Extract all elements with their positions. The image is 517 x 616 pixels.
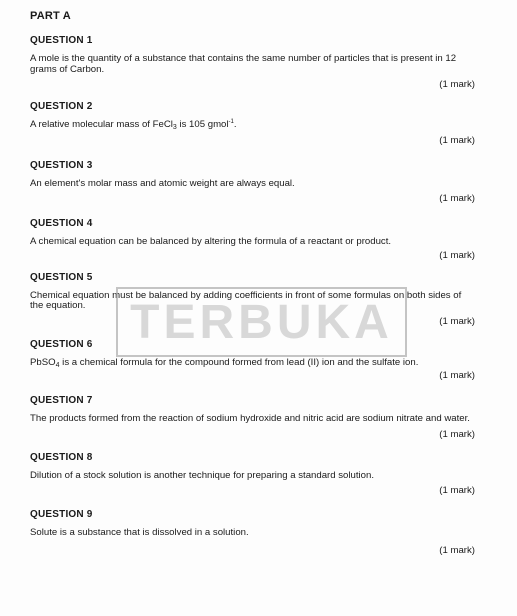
text-part: PbSO <box>30 356 56 368</box>
question-mark: (1 mark) <box>439 79 475 90</box>
subscript: 3 <box>172 124 177 131</box>
question-text: Dilution of a stock solution is another technique for preparing a standard solution. <box>30 469 374 481</box>
part-title: PART A <box>30 10 71 22</box>
question-6 <box>30 339 475 382</box>
question-9 <box>30 509 475 556</box>
question-7 <box>30 395 475 440</box>
watermark-text: TERBUKA <box>130 295 393 349</box>
question-text <box>30 120 475 131</box>
question-heading: QUESTION 2 <box>30 101 93 112</box>
question-mark: (1 mark) <box>439 370 475 381</box>
question-mark: (1 mark) <box>439 193 475 204</box>
question-heading: QUESTION 9 <box>30 509 93 520</box>
text-part: is 105 gmol <box>176 119 229 130</box>
question-heading: QUESTION 4 <box>30 218 93 229</box>
subscript: 4 <box>55 361 60 369</box>
question-8 <box>30 452 475 497</box>
question-3 <box>30 160 475 205</box>
text-part: is a chemical formula for the compound formed from lead (II) ion and the sulfate ion. <box>59 356 419 368</box>
question-heading: QUESTION 6 <box>30 338 93 350</box>
question-heading: QUESTION 1 <box>30 35 93 46</box>
question-text <box>30 358 475 369</box>
question-text: The products formed from the reaction of sodium hydroxide and nitric acid are sodium nitrate and water. <box>30 413 470 424</box>
question-text: A mole is the quantity of a substance that contains the same number of particles that is present in 12 grams of Carbon. <box>30 53 457 75</box>
question-4 <box>30 218 475 261</box>
question-text: An element's molar mass and atomic weight are always equal. <box>30 177 295 189</box>
question-heading: QUESTION 3 <box>30 159 93 171</box>
text-part: . <box>233 119 237 130</box>
question-heading: QUESTION 5 <box>30 271 93 283</box>
question-text: Chemical equation must be balanced by adding coefficients in front of some formulas on both sides of the equation. <box>30 289 462 311</box>
question-heading: QUESTION 7 <box>30 395 93 406</box>
question-mark: (1 mark) <box>439 315 475 327</box>
question-heading: QUESTION 8 <box>30 451 93 463</box>
superscript: -1 <box>228 119 234 125</box>
question-mark: (1 mark) <box>439 485 475 496</box>
text-part: A relative molecular mass of FeCl <box>30 119 173 130</box>
question-text: A chemical equation can be balanced by altering the formula of a reactant or product. <box>30 236 392 247</box>
question-mark: (1 mark) <box>439 249 475 261</box>
question-5 <box>30 272 475 327</box>
question-mark: (1 mark) <box>439 544 475 556</box>
question-1 <box>30 35 475 90</box>
question-mark: (1 mark) <box>439 428 475 440</box>
question-text: Solute is a substance that is dissolved in a solution. <box>30 527 249 538</box>
question-mark: (1 mark) <box>439 134 475 146</box>
question-2 <box>30 101 475 146</box>
